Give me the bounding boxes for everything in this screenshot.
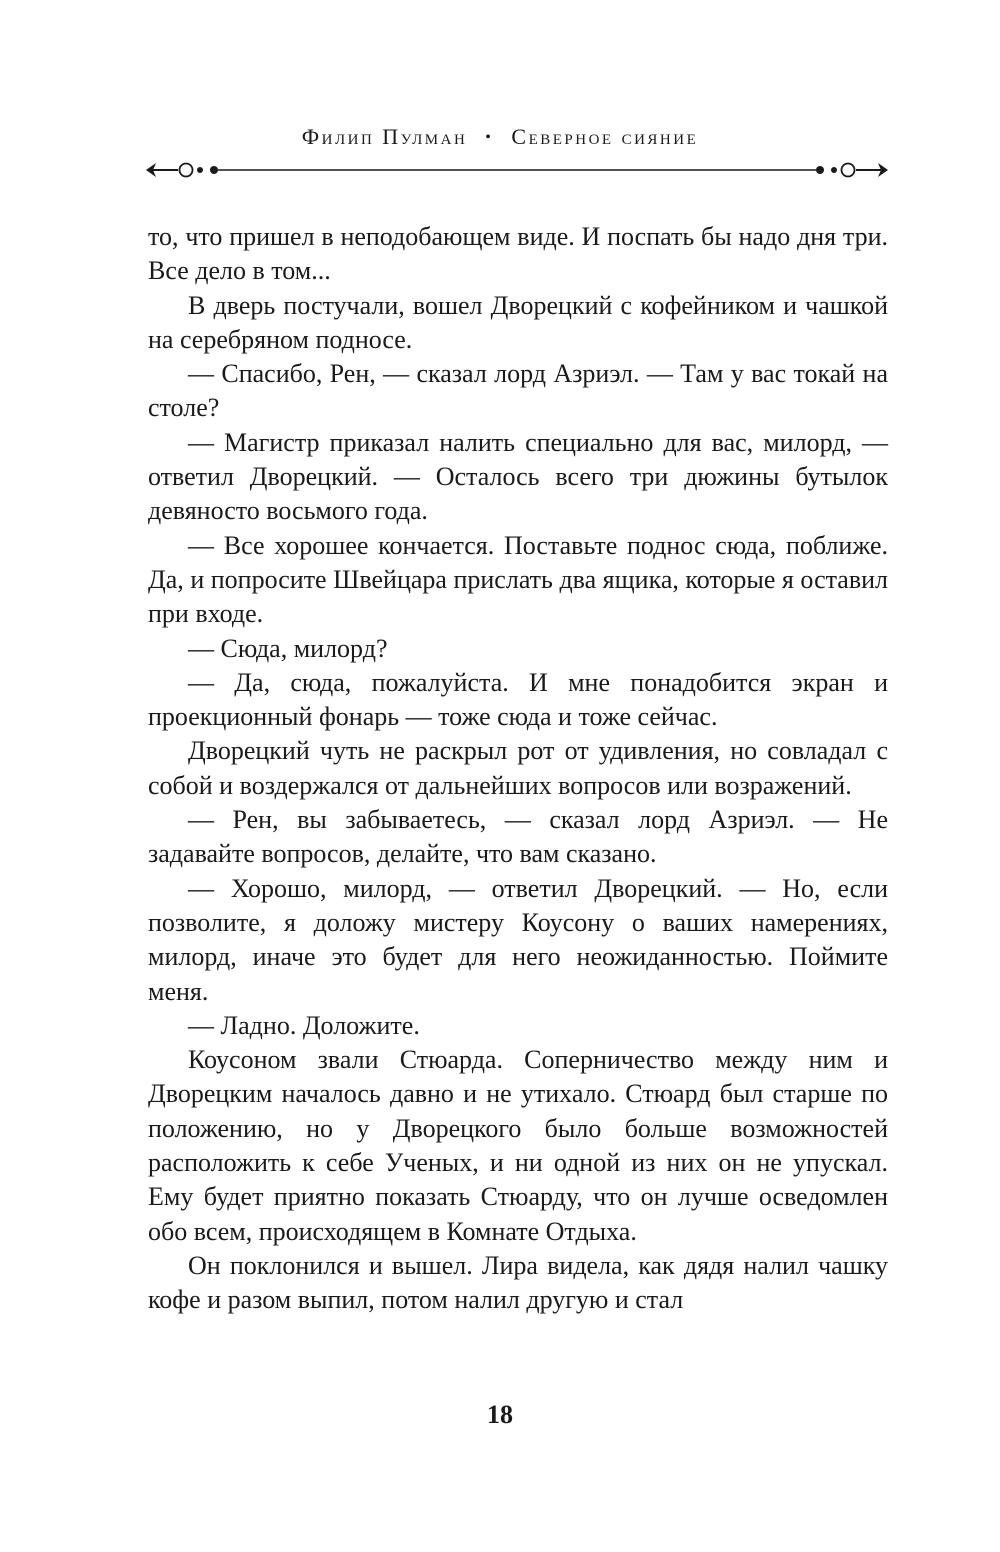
running-head bbox=[0, 124, 1000, 150]
paragraph: — Ладно. Доложите. bbox=[188, 1010, 420, 1040]
header-ornament-rule bbox=[146, 158, 888, 182]
header-author: Филип Пулман bbox=[301, 124, 468, 149]
left-ring-icon bbox=[180, 164, 193, 177]
header-title: Северное сияние bbox=[511, 124, 699, 149]
paragraph: В дверь постучали, вошел Дворецкий с кофейником и чашкой на серебряном подносе. bbox=[148, 290, 888, 354]
paragraph: — Да, сюда, пожалуйста. И мне понадобится экран и проекционный фонарь — тоже сюда и тоже сейчас. bbox=[148, 667, 888, 732]
header-separator: • bbox=[485, 129, 494, 146]
right-ring-icon bbox=[842, 164, 855, 177]
paragraph: — Сюда, милорд? bbox=[188, 633, 388, 663]
page-number: 18 bbox=[487, 1400, 513, 1429]
paragraph: — Рен, вы забываетесь, — сказал лорд Азриэл. — Не задавайте вопросов, делайте, что вам сказано. bbox=[148, 805, 888, 869]
paragraph: — Магистр приказал налить специально для вас, милорд, — ответил Дворецкий. — Осталось всего три дюжины бутылок девяносто восьмого года. bbox=[148, 427, 888, 526]
paragraph: Дворецкий чуть не раскрыл рот от удивления, но совладал с собой и воздержался от дальнейших вопросов или возражений. bbox=[148, 736, 888, 800]
paragraph: то, что пришел в неподобающем виде. И поспать бы надо дня три. Все дело в том... bbox=[148, 222, 888, 286]
paragraph: Коусоном звали Стюарда. Соперничество между ним и Дворецким началось давно и не утихало. Стюард был старше по положению, но у Дворецкого было больше возможностей расположить к себе Ученых, и ни одной из них он не упускал. Ему будет приятно показать Стюарду, что он лучше осведомлен обо всем, происходящем в Комнате Отдыха. bbox=[148, 1045, 888, 1246]
paragraph: — Все хорошее кончается. Поставьте поднос сюда, поближе. Да, и попросите Швейцара прислать два ящика, которые я оставил при входе. bbox=[148, 530, 888, 629]
paragraph: Он поклонился и вышел. Лира видела, как дядя налил чашку кофе и разом выпил, потом налил другую и стал bbox=[148, 1250, 888, 1315]
body-text bbox=[148, 220, 888, 1318]
paragraph: — Спасибо, Рен, — сказал лорд Азриэл. — Там у вас токай на столе? bbox=[148, 359, 888, 423]
paragraph: — Хорошо, милорд, — ответил Дворецкий. — Но, если позволите, я доложу мистеру Коусону о ваших намерениях, милорд, иначе это будет для него неожиданностью. Поймите меня. bbox=[148, 873, 888, 1006]
